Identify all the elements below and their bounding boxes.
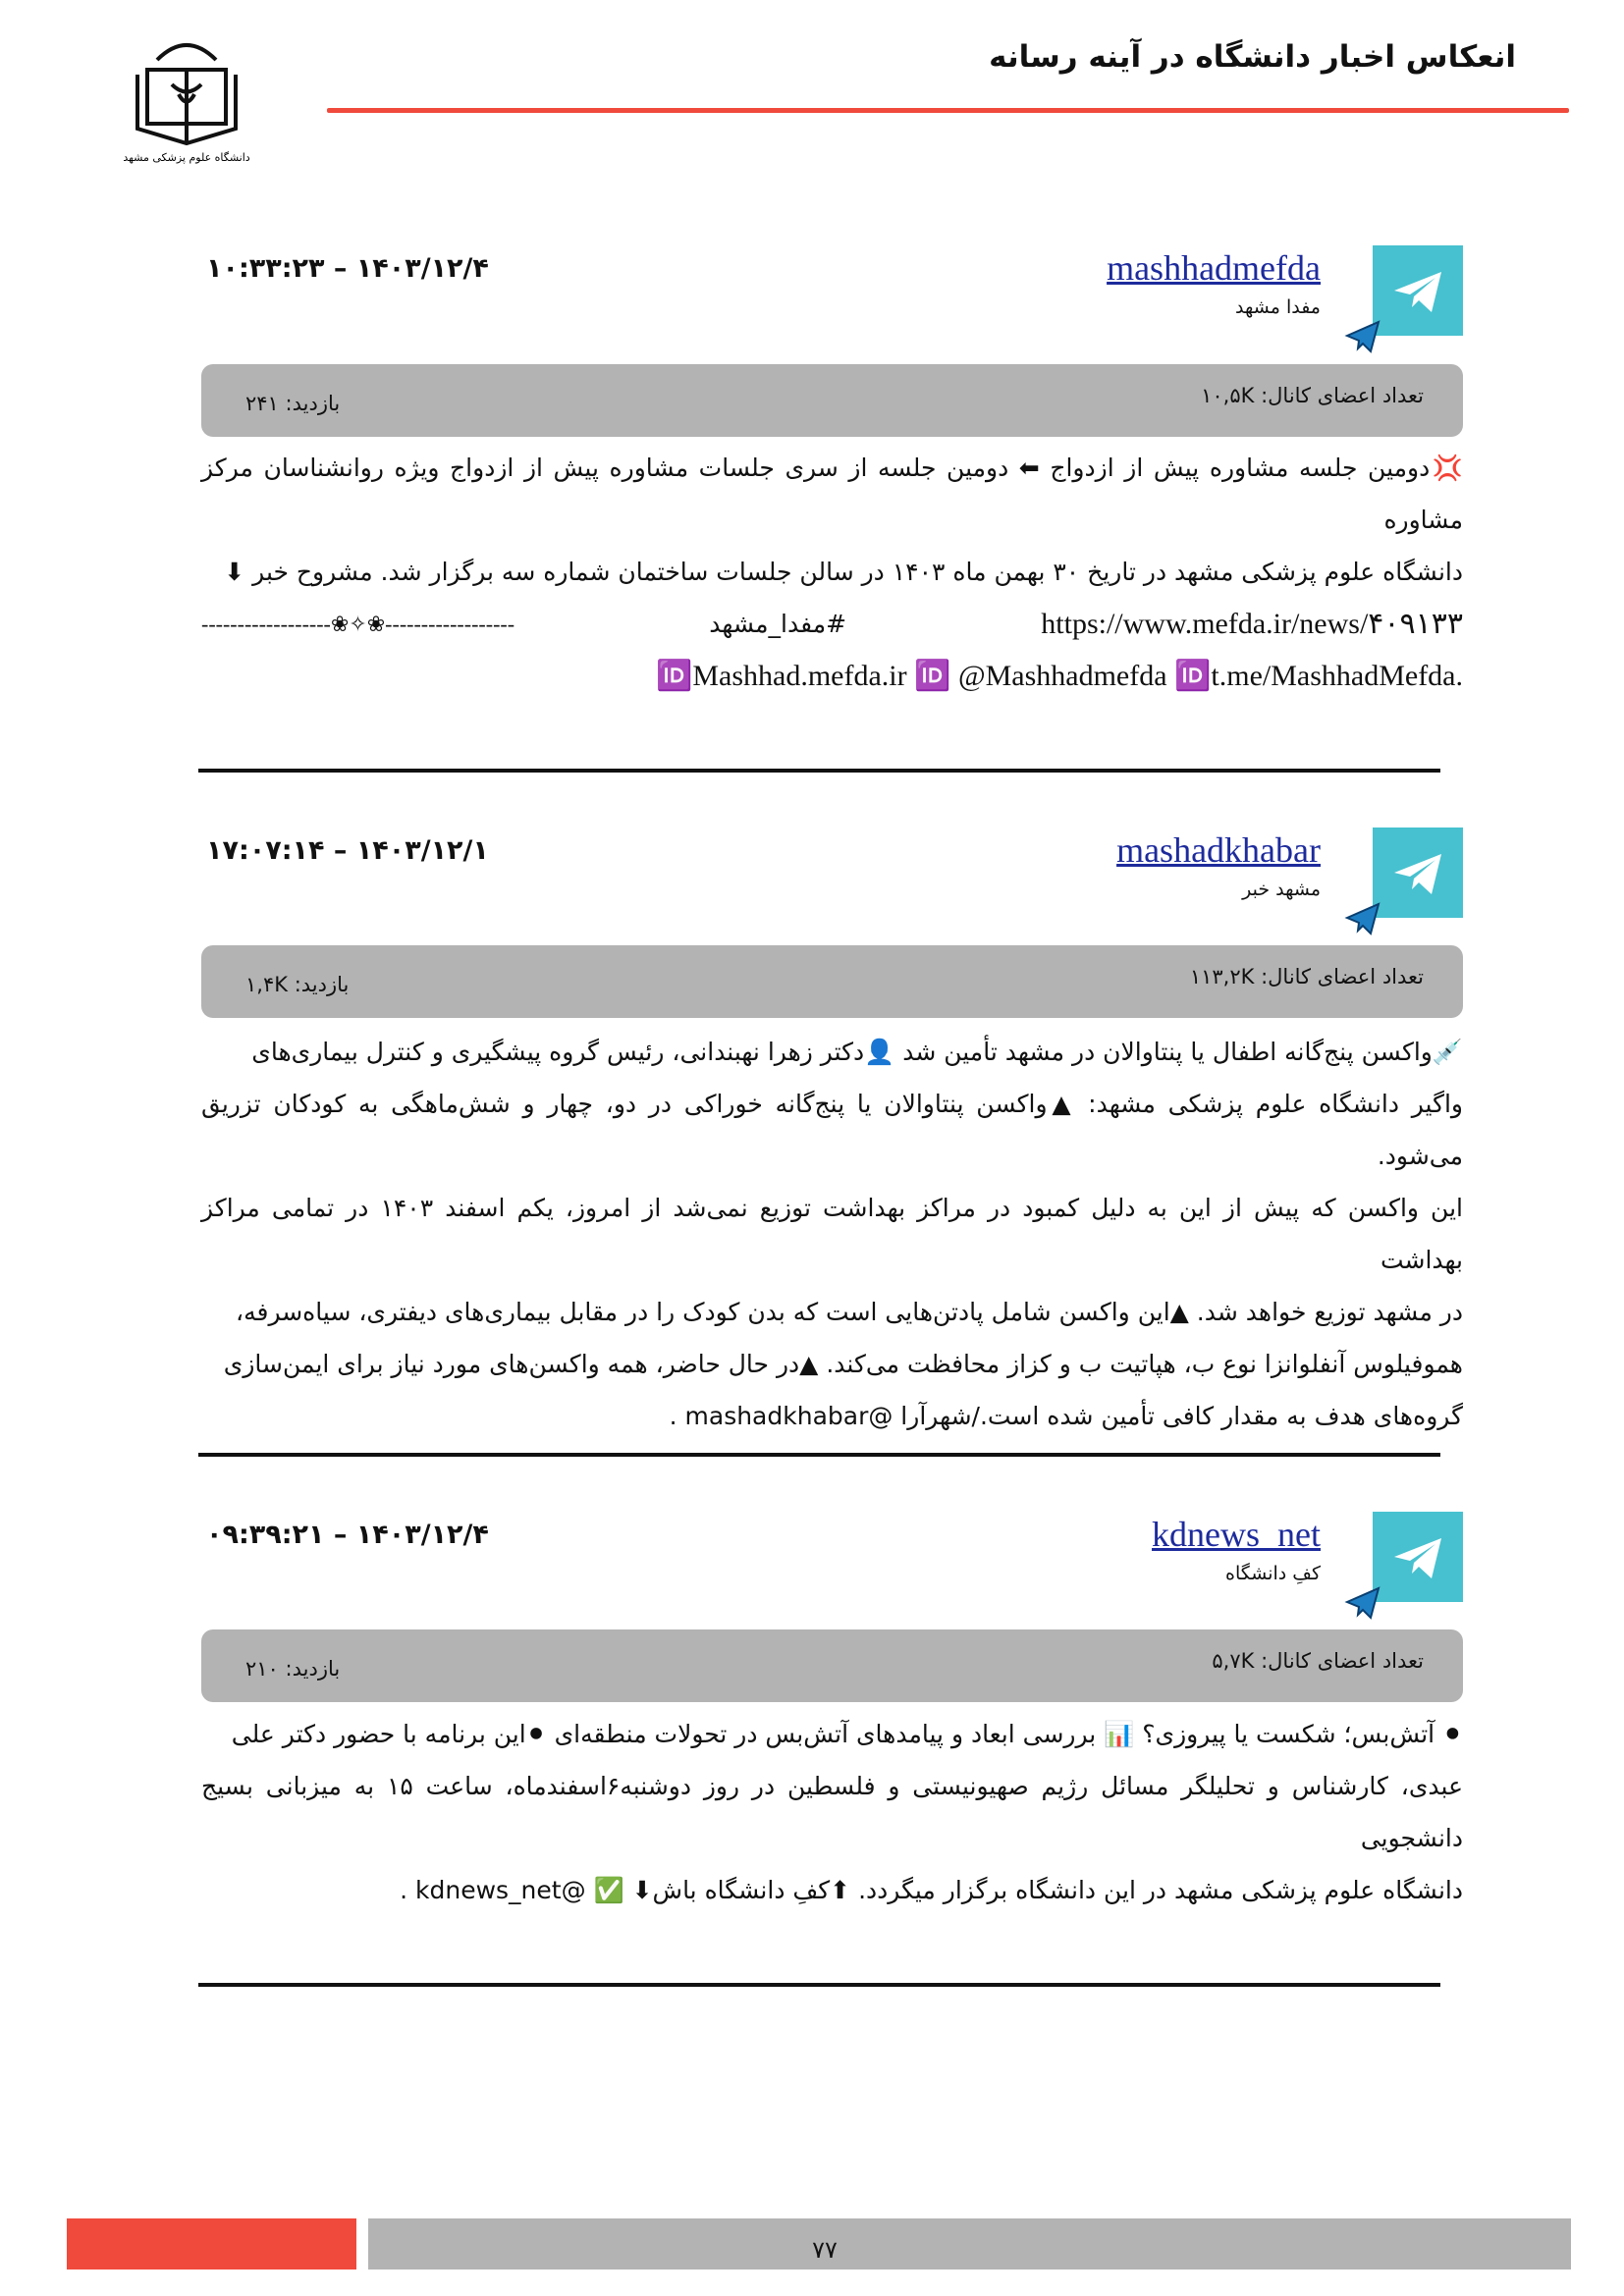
header-rule	[327, 108, 1569, 113]
post-body-line: این واکسن که پیش از این به دلیل کمبود در مراکز بهداشت توزیع نمی‌شد از امروز، یکم اسفند ۱۴۰۳ در تمامی مراکز بهداشت	[201, 1194, 1463, 1274]
post-body-line: گروه‌های هدف به مقدار کافی تأمین شده است./شهرآرا @mashadkhabar .	[669, 1402, 1463, 1430]
footer-bar	[368, 2218, 1571, 2269]
post-body-line: دانشگاه علوم پزشکی مشهد در تاریخ ۳۰ بهمن ماه ۱۴۰۳ در سالن جلسات ساختمان شماره سه برگزار شد. مشروح خبر ⬇	[224, 558, 1463, 586]
views-count: بازدید: ۲۱۰	[245, 1657, 341, 1681]
telegram-icon	[1373, 245, 1463, 336]
separator-text: ------------------❀✧❀------------------	[201, 612, 515, 636]
post-body-line: 💉واکسن پنج‌گانه اطفال یا پنتاوالان در مشهد تأمین شد 👤دکتر زهرا نهبندانی، رئیس گروه پیشگیری و کنترل بیماری‌های	[251, 1038, 1463, 1066]
post-body-line: 💢دومین جلسه مشاوره پیش از ازدواج ⬅ دومین جلسه از سری جلسات مشاوره پیش از ازدواج ویژه روانشناسان مرکز مشاوره	[201, 454, 1463, 534]
hashtag[interactable]: #مفدا_مشهد	[709, 610, 847, 638]
post-date: ۱۴۰۳/۱۲/۱ – ۱۷:۰۷:۱۴	[206, 835, 489, 866]
post-divider	[198, 769, 1440, 773]
members-count: تعداد اعضای کانال: ۵,۷K	[1212, 1649, 1424, 1673]
post-body	[201, 1026, 1463, 1442]
page-number: ۷۷	[812, 2236, 838, 2264]
telegram-icon	[1373, 828, 1463, 918]
members-count: تعداد اعضای کانال: ۱۰,۵K	[1201, 384, 1424, 407]
telegram-badge-icon	[1343, 316, 1382, 355]
post-divider	[198, 1983, 1440, 1987]
channel-link[interactable]: kdnews_net	[1152, 1515, 1321, 1554]
telegram-badge-icon	[1343, 1582, 1382, 1622]
post-body-line: عبدی، کارشناس و تحلیلگر مسائل رژیم صهیونیستی و فلسطین در روز دوشنبه۶اسفندماه، ساعت ۱۵ به میزبانی بسیج دانشجویی	[201, 1772, 1464, 1852]
post-body-line: در مشهد توزیع خواهد شد. ▲این واکسن شامل پادتن‌هایی است که بدن کودک را در مقابل بیماری‌های دیفتری، سیاه‌سرفه،	[236, 1298, 1463, 1326]
post-body-line: واگیر دانشگاه علوم پزشکی مشهد: ▲واکسن پنتاوالان یا پنج‌گانه خوراکی در دو، چهار و شش‌ماهگی به کودکان تزریق می‌شود.	[201, 1090, 1463, 1170]
news-url[interactable]: https://www.mefda.ir/news/۴۰۹۱۳۳	[1041, 608, 1463, 640]
stats-bar	[201, 364, 1463, 437]
telegram-icon	[1373, 1512, 1463, 1602]
university-logo	[118, 35, 255, 168]
channel-name: مشهد خبر	[1242, 879, 1321, 900]
post-body	[201, 1708, 1463, 1916]
channel-name: مفدا مشهد	[1235, 296, 1321, 318]
post-body-line: هموفیلوس آنفلوانزا نوع ب، هپاتیت ب و کزاز محافظت می‌کند. ▲در حال حاضر، همه واکسن‌های مورد نیاز برای ایمن‌سازی	[223, 1350, 1463, 1378]
post-body-line: ⚫ آتش‌بس؛ شکست یا پیروزی؟ 📊 بررسی ابعاد و پیامدهای آتش‌بس در تحولات منطقه‌ای ⚫این برنامه با حضور دکتر علی	[231, 1720, 1463, 1748]
post-body	[201, 442, 1463, 702]
channel-link[interactable]: mashadkhabar	[1116, 830, 1321, 870]
telegram-badge-icon	[1343, 898, 1382, 937]
members-count: تعداد اعضای کانال: ۱۱۳,۲K	[1189, 965, 1424, 988]
post-date: ۱۴۰۳/۱۲/۴ – ۰۹:۳۹:۲۱	[206, 1520, 489, 1550]
post-date: ۱۴۰۳/۱۲/۴ – ۱۰:۳۳:۲۳	[206, 253, 489, 284]
post-body-line: دانشگاه علوم پزشکی مشهد در این دانشگاه برگزار میگردد. ⬆کفِ دانشگاه باش⬇ ✅ @kdnews_net .	[400, 1876, 1463, 1904]
views-count: بازدید: ۱,۴K	[245, 973, 350, 996]
contact-line: .🆔Mashhad.mefda.ir 🆔 @Mashhadmefda 🆔t.me/MashhadMefda	[656, 660, 1463, 692]
stats-bar	[201, 1629, 1463, 1702]
channel-name: کفِ دانشگاه	[1225, 1563, 1321, 1584]
channel-link[interactable]: mashhadmefda	[1107, 248, 1321, 288]
logo-caption: دانشگاه علوم پزشکی مشهد	[123, 151, 250, 164]
stats-bar	[201, 945, 1463, 1018]
footer-accent-bar	[67, 2218, 356, 2269]
post-divider	[198, 1453, 1440, 1457]
page-title: انعکاس اخبار دانشگاه در آینه رسانه	[989, 39, 1516, 75]
views-count: بازدید: ۲۴۱	[245, 392, 341, 415]
